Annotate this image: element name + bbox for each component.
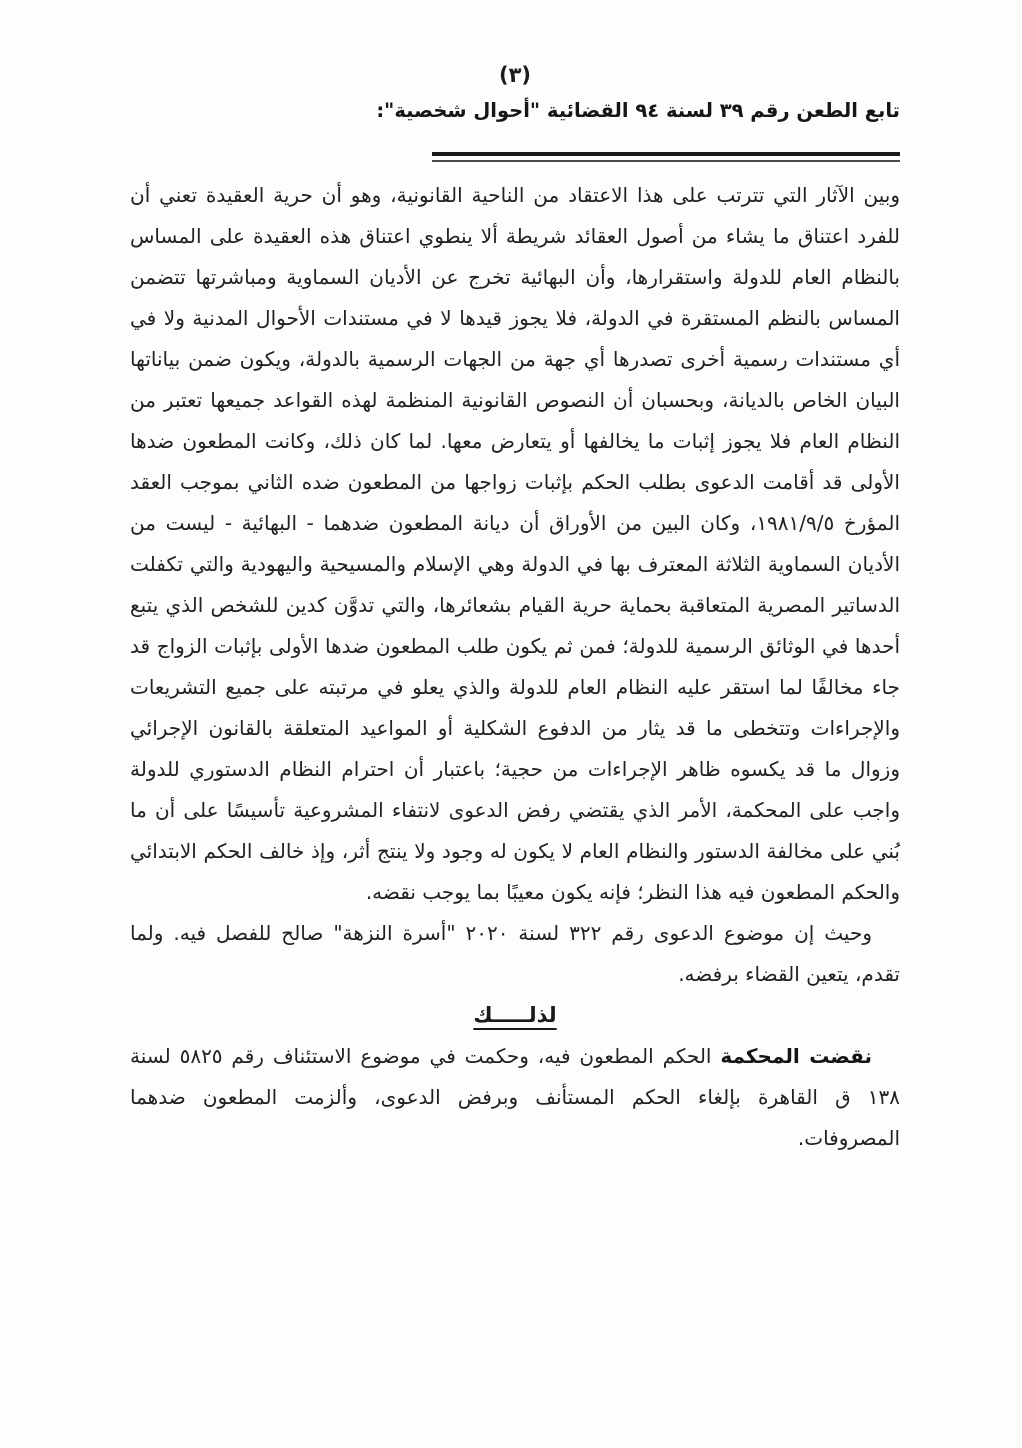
double-rule-divider (432, 152, 900, 162)
judgment-body (130, 175, 900, 1159)
case-continuation-header: تابع الطعن رقم ٣٩ لسنة ٩٤ القضائية "أحوال شخصية": (376, 99, 900, 122)
ruling-rest-text: الحكم المطعون فيه، وحكمت في موضوع الاستئناف رقم ٥٨٢٥ لسنة ١٣٨ ق القاهرة بإلغاء الحكم المستأنف وبرفض الدعوى، وألزمت المطعون ضدهما المصروفات. (130, 1044, 900, 1150)
therefore-heading: لذلـــــك (473, 1003, 557, 1027)
ruling-lead-text: نقضت المحكمة (720, 1044, 872, 1068)
page-number: (٣) (498, 63, 532, 87)
paragraph-case-subject: وحيث إن موضوع الدعوى رقم ٣٢٢ لسنة ٢٠٢٠ "أسرة النزهة" صالح للفصل فيه. ولما تقدم، يتعين القضاء برفضه. (130, 921, 900, 986)
paragraph-final-ruling (130, 1036, 900, 1159)
paragraph-legal-reasoning: وبين الآثار التي تترتب على هذا الاعتقاد من الناحية القانونية، وهو أن حرية العقيدة تعني أن للفرد اعتناق ما يشاء من أصول العقائد شريطة ألا ينطوي اعتناق هذه العقيدة على المساس بالنظام العام للدولة واستقرارها، وأن البهائية تخرج عن الأديان السماوية ومباشرتها تتضمن المساس بالنظم المستقرة في الدولة، فلا يجوز قيدها لا في مستندات الأحوال المدنية ولا في أي مستندات رسمية أخرى تصدرها أي جهة من الجهات الرسمية بالدولة، ويكون ضمن بياناتها البيان الخاص بالديانة، وبحسبان أن النصوص القانونية المنظمة لهذه القواعد جميعها تعتبر من النظام العام فلا يجوز إثبات ما يخالفها أو يتعارض معها. لما كان ذلك، وكانت المطعون ضدها الأولى قد أقامت الدعوى بطلب الحكم بإثبات زواجها من المطعون ضده الثاني بموجب العقد المؤرخ ١٩٨١/٩/٥، وكان البين من الأوراق أن ديانة المطعون ضدهما - البهائية - ليست من الأديان السماوية الثلاثة المعترف بها في الدولة وهي الإسلام والمسيحية واليهودية والتي تكفلت الدساتير المصرية المتعاقبة بحماية حرية القيام بشعائرها، والتي تدوَّن كدين للشخص الذي يتبع أحدها في الوثائق الرسمية للدولة؛ فمن ثم يكون طلب المطعون ضدها الأولى بإثبات الزواج قد جاء مخالفًا لما استقر عليه النظام العام للدولة والذي يعلو في مرتبته على جميع التشريعات والإجراءات وتتخطى ما قد يثار من الدفوع الشكلية أو المواعيد المتعلقة بالقانون الإجرائي وزوال ما قد يكسوه ظاهر الإجراءات من حجية؛ باعتبار أن احترام النظام الدستوري للدولة واجب على المحكمة، الأمر الذي يقتضي رفض الدعوى لانتفاء المشروعية تأسيسًا على أن ما بُني على مخالفة الدستور والنظام العام لا يكون له وجود ولا ينتج أثر، وإذ خالف الحكم الابتدائي والحكم المطعون فيه هذا النظر؛ فإنه يكون معيبًا بما يوجب نقضه. (130, 183, 900, 904)
